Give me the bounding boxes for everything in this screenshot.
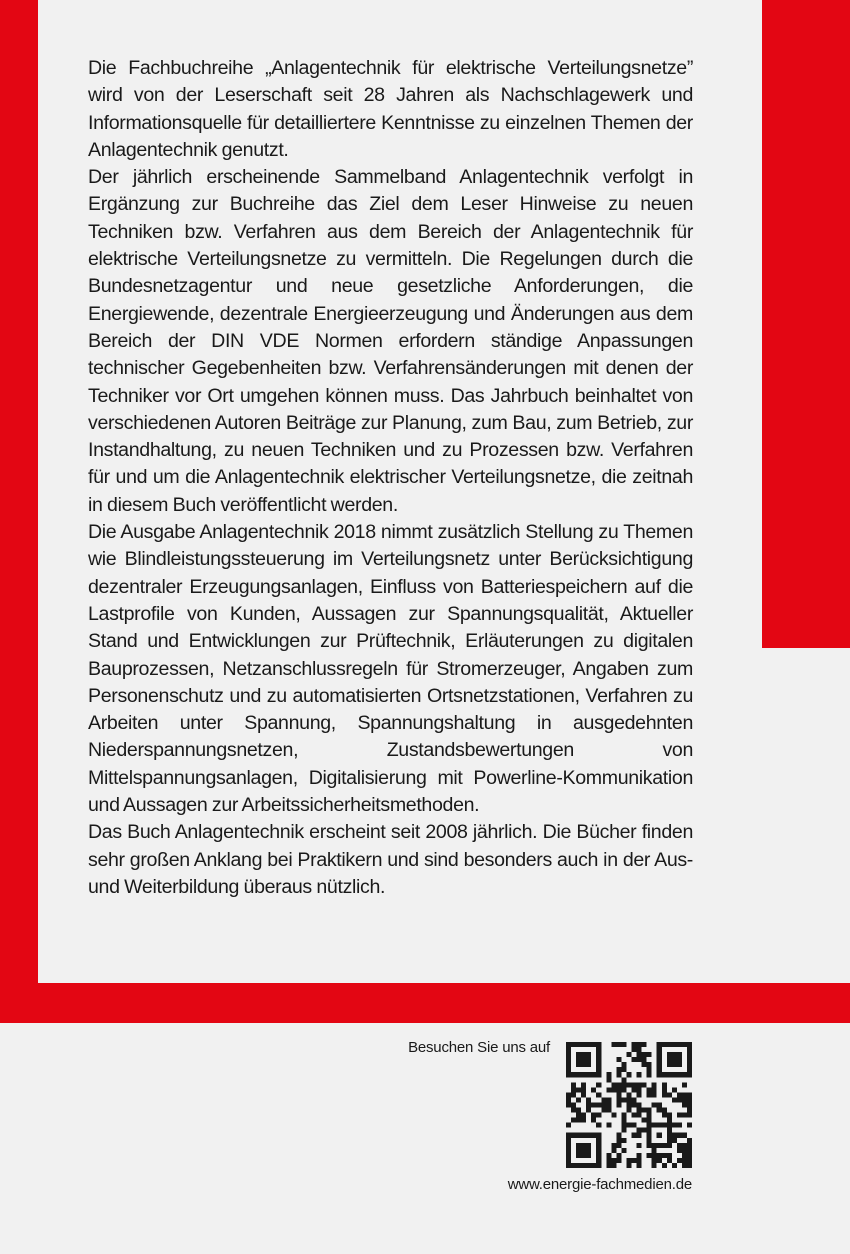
blurb-paragraph-2: Der jährlich erscheinende Sammelband Anlagentechnik verfolgt in Ergänzung zur Buchreihe das Ziel dem Leser Hinweise zu neuen Techniken bzw. Verfahren aus dem Bereich der Anlagentechnik für elektrische Verteilungsnetze zu vermitteln. Die Regelungen durch die Bundesnetzagentur und neue gesetzliche Anforderungen, die Energiewende, dezentrale Energieerzeugung und Änderungen aus dem Bereich der DIN VDE Normen erfordern ständige Anpassungen technischer Gegebenheiten bzw. Verfahrensänderungen mit denen der Techniker vor Ort umgehen können muss. Das Jahrbuch beinhaltet von verschiedenen Autoren Beiträge zur Planung, zum Bau, zum Betrieb, zur Instandhaltung, zu neuen Techniken und zu Prozessen bzw. Verfahren für und um die Anlagentechnik elektrischer Verteilungsnetze, die zeitnah in diesem Buch veröffentlicht werden. [88,166,693,516]
back-cover-blurb [88,55,693,901]
red-frame-left [0,0,38,1023]
blurb-paragraph-4: Das Buch Anlagentechnik erscheint seit 2008 jährlich. Die Bücher finden sehr großen Anklang bei Praktikern und sind besonders auch in der Aus- und Weiterbildung überaus nützlich. [88,821,693,898]
visit-us-label: Besuchen Sie uns auf [408,1039,550,1056]
blurb-paragraph-3: Die Ausgabe Anlagentechnik 2018 nimmt zusätzlich Stellung zu Themen wie Blindleistungssteuerung im Verteilungsnetz unter Berücksichtigung dezentraler Erzeugungsanlagen, Einfluss von Batteriespeichern auf die Lastprofile von Kunden, Aussagen zur Spannungsqualität, Aktueller Stand und Entwicklungen zur Prüftechnik, Erläuterungen zu digitalen Bauprozessen, Netzanschlussregeln für Stromerzeuger, Angaben zum Personenschutz und zu automatisierten Ortsnetzstationen, Verfahren zu Arbeiten unter Spannung, Spannungshaltung in ausgedehnten Niederspannungsnetzen, Zustandsbewertungen von Mittelspannungsanlagen, Digitalisierung mit Powerline-Kommunikation und Aussagen zur Arbeitssicherheitsmethoden. [88,521,693,817]
red-frame-bottom-band [0,983,850,1023]
website-url[interactable]: www.energie-fachmedien.de [507,1176,692,1193]
red-frame-right [762,0,850,648]
blurb-paragraph-1: Die Fachbuchreihe „Anlagentechnik für elektrische Verteilungsnetze” wird von der Leserschaft seit 28 Jahren als Nachschlagewerk und Informationsquelle für detailliertere Kenntnisse zu einzelnen Themen der Anlagentechnik genutzt. [88,57,693,161]
qr-code-icon[interactable] [566,1042,692,1168]
